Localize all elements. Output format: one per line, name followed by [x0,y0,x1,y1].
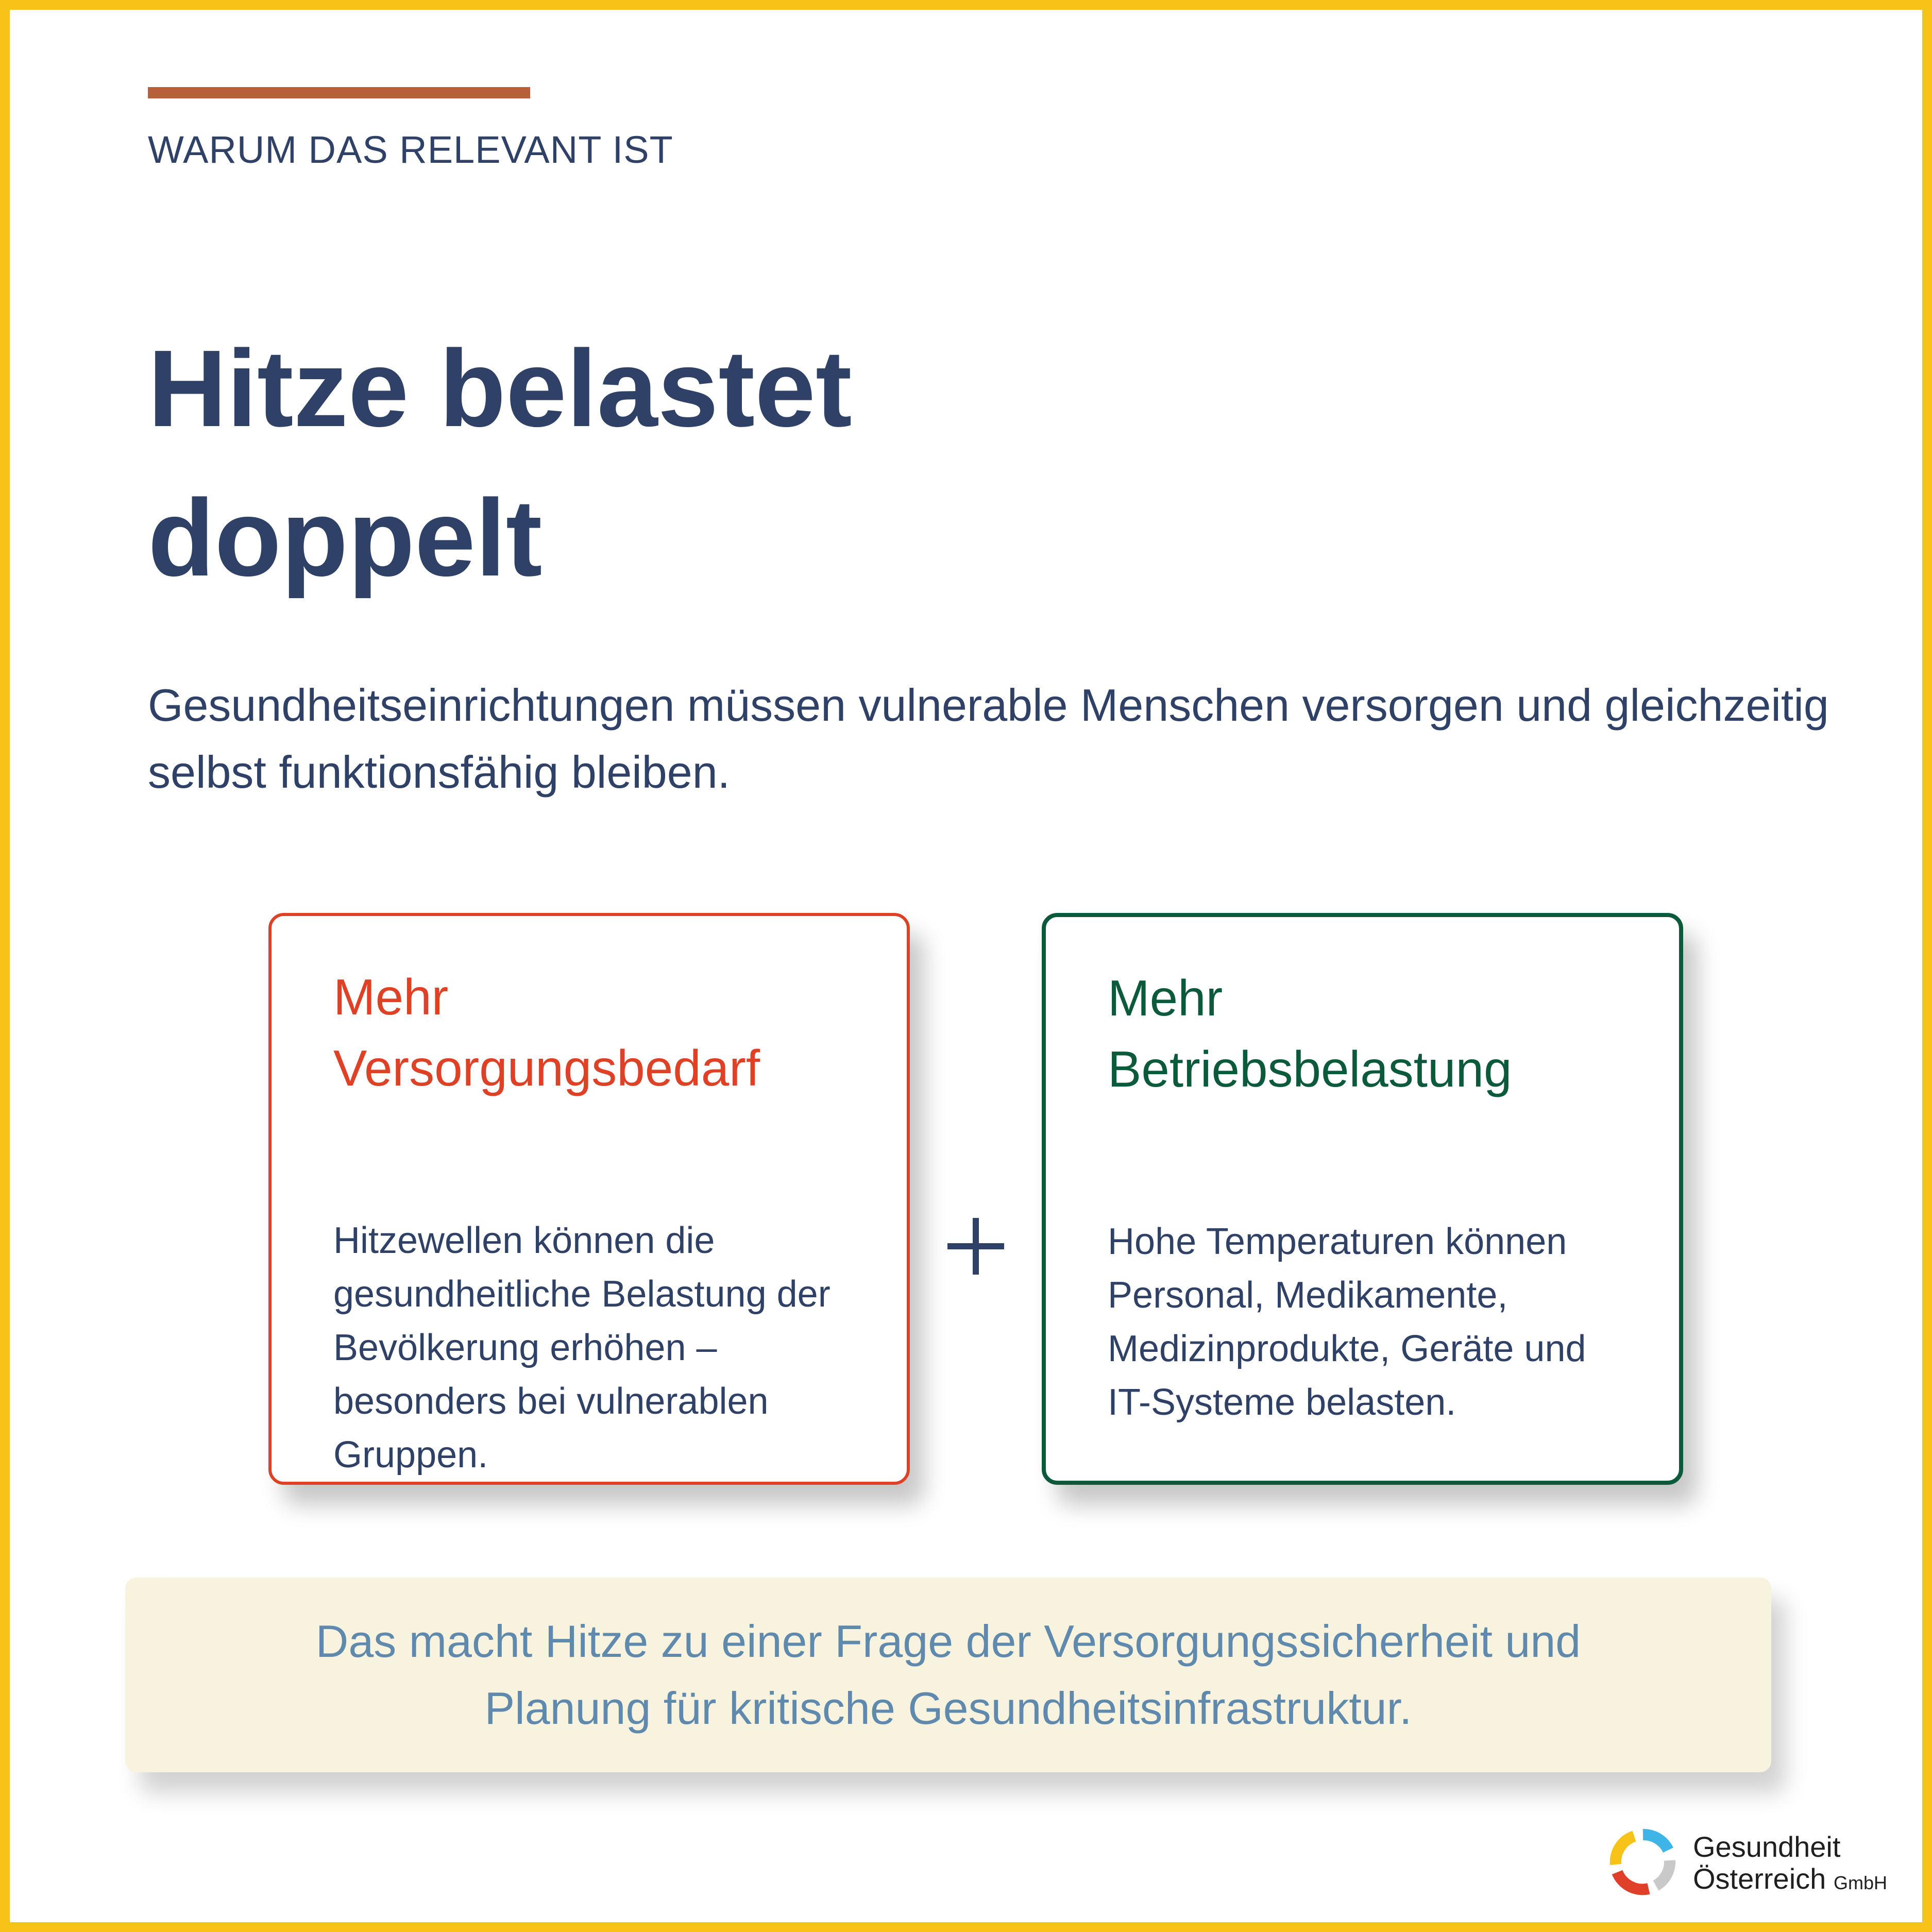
plus-icon [924,1195,1027,1298]
card-title-line-2: Betriebsbelastung [1108,1041,1512,1097]
ring-logo-icon [1604,1823,1682,1901]
logo-text-line-1: Gesundheit [1693,1831,1841,1863]
banner-text: Das macht Hitze zu einer Frage der Versorgungssicherheit und Planung für kritische Gesundheitsinfrastruktur. [315,1616,1581,1734]
card-title-line-2: Versorgungsbedarf [333,1040,760,1096]
card-betriebsbelastung [1042,913,1683,1485]
card-title-line-1: Mehr [333,969,449,1025]
card-title-line-1: Mehr [1108,970,1223,1026]
logo-text-line-2: Österreich [1693,1862,1826,1895]
section-eyebrow: WARUM DAS RELEVANT IST [148,128,673,171]
headline-line-2: doppelt [148,477,543,599]
card-title [1108,962,1628,1105]
accent-line [148,87,530,98]
card-title [333,961,855,1104]
card-text: Hitzewellen können die gesundheitliche Belastung der Bevölkerung erhöhen – besonders bei vulnerablen Gruppen. [333,1220,831,1476]
card-text: Hohe Temperaturen können Personal, Medikamente, Medizinprodukte, Geräte und IT-Systeme belasten. [1108,1221,1586,1423]
plus-icon-graphic [947,1218,1004,1275]
card-versorgungsbedarf [268,913,910,1485]
company-logo [1604,1823,1893,1901]
logo-suffix: GmbH [1834,1872,1888,1893]
headline-line-1: Hitze belastet [148,327,852,449]
headline [148,314,1127,613]
conclusion-banner [125,1578,1771,1772]
intro-text: Gesundheitseinrichtungen müssen vulnerable Menschen versorgen und gleichzeitig selbst funktionsfähig bleiben. [148,680,1829,798]
